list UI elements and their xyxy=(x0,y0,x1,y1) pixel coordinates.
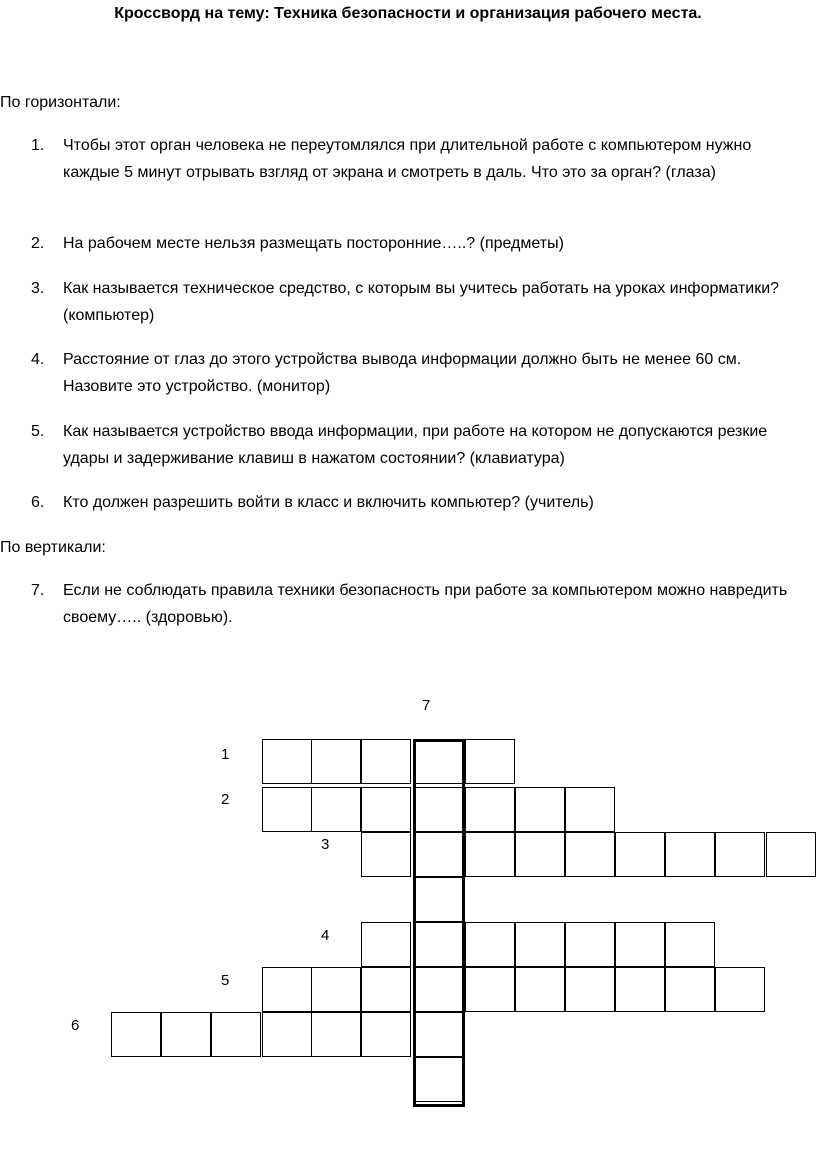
grid-cell[interactable] xyxy=(414,1057,464,1102)
grid-cell[interactable] xyxy=(615,967,665,1012)
question-number: 5. xyxy=(31,423,45,440)
question-text: На рабочем месте нельзя размещать посторонние…..? (предметы) xyxy=(63,235,564,252)
question-number: 4. xyxy=(31,351,45,368)
clue-number-6: 6 xyxy=(71,1017,80,1034)
question-text: Если не соблюдать правила техники безопасность при работе за компьютером можно навредить своему….. (здоровью). xyxy=(63,582,788,626)
grid-cell[interactable] xyxy=(715,967,765,1012)
grid-cell[interactable] xyxy=(465,922,515,967)
clue-number-4: 4 xyxy=(321,927,330,944)
grid-cell[interactable] xyxy=(414,877,464,922)
grid-cell[interactable] xyxy=(262,787,312,832)
grid-cell[interactable] xyxy=(565,922,615,967)
question-number: 3. xyxy=(31,280,45,297)
grid-cell[interactable] xyxy=(766,832,816,877)
grid-cell[interactable] xyxy=(311,1012,361,1057)
grid-cell[interactable] xyxy=(465,832,515,877)
clue-number-5: 5 xyxy=(221,972,230,989)
grid-cell[interactable] xyxy=(311,739,361,784)
grid-cell[interactable] xyxy=(565,967,615,1012)
question-text: Чтобы этот орган человека не переутомлялся при длительной работе с компьютером нужно каждые 5 минут отрывать взгляд от экрана и смотреть в даль. Что это за орган? (глаза) xyxy=(63,137,752,181)
grid-cell[interactable] xyxy=(465,787,515,832)
grid-cell[interactable] xyxy=(515,787,565,832)
question-text: Как называется устройство ввода информации, при работе на котором не допускаются резкие удары и задерживание клавиш в нажатом состоянии? (клавиатура) xyxy=(63,423,768,467)
grid-cell[interactable] xyxy=(161,1012,211,1057)
grid-cell[interactable] xyxy=(665,922,715,967)
grid-cell[interactable] xyxy=(361,739,411,784)
grid-cell[interactable] xyxy=(211,1012,261,1057)
question-text: Расстояние от глаз до этого устройства вывода информации должно быть не менее 60 см. Назовите это устройство. (монитор) xyxy=(63,351,742,395)
grid-cell[interactable] xyxy=(361,922,411,967)
clue-number-3: 3 xyxy=(321,836,330,853)
grid-cell[interactable] xyxy=(414,787,464,832)
grid-cell[interactable] xyxy=(262,967,312,1012)
grid-cell[interactable] xyxy=(414,1012,464,1057)
page-title: Кроссворд на тему: Техника безопасности и организация рабочего места. xyxy=(114,5,702,22)
clue-number-7: 7 xyxy=(422,697,431,714)
question-number: 6. xyxy=(31,494,45,511)
grid-cell[interactable] xyxy=(515,922,565,967)
grid-cell[interactable] xyxy=(565,832,615,877)
grid-cell[interactable] xyxy=(515,832,565,877)
question-text: Как называется техническое средство, с которым вы учитесь работать на уроках информатики? (компьютер) xyxy=(63,280,780,324)
grid-cell[interactable] xyxy=(615,922,665,967)
question-text: Кто должен разрешить войти в класс и включить компьютер? (учитель) xyxy=(63,494,594,511)
grid-cell[interactable] xyxy=(262,1012,312,1057)
grid-cell[interactable] xyxy=(414,967,464,1012)
grid-cell[interactable] xyxy=(311,967,361,1012)
grid-cell[interactable] xyxy=(111,1012,161,1057)
down-heading: По вертикали: xyxy=(0,539,106,556)
grid-cell[interactable] xyxy=(361,1012,411,1057)
question-number: 1. xyxy=(31,137,45,154)
grid-cell[interactable] xyxy=(715,832,765,877)
grid-cell[interactable] xyxy=(615,832,665,877)
grid-cell[interactable] xyxy=(361,832,411,877)
grid-cell[interactable] xyxy=(465,739,515,784)
grid-cell[interactable] xyxy=(665,832,715,877)
grid-cell[interactable] xyxy=(262,739,312,784)
grid-cell[interactable] xyxy=(515,967,565,1012)
grid-cell[interactable] xyxy=(414,832,464,877)
grid-cell[interactable] xyxy=(465,967,515,1012)
grid-cell[interactable] xyxy=(565,787,615,832)
grid-cell[interactable] xyxy=(414,922,464,967)
clue-number-2: 2 xyxy=(221,791,230,808)
clue-number-1: 1 xyxy=(221,746,230,763)
question-number: 7. xyxy=(31,582,45,599)
grid-cell[interactable] xyxy=(361,967,411,1012)
grid-cell[interactable] xyxy=(414,739,464,784)
across-heading: По горизонтали: xyxy=(0,94,121,111)
grid-cell[interactable] xyxy=(311,787,361,832)
grid-cell[interactable] xyxy=(665,967,715,1012)
grid-cell[interactable] xyxy=(361,787,411,832)
question-number: 2. xyxy=(31,235,45,252)
